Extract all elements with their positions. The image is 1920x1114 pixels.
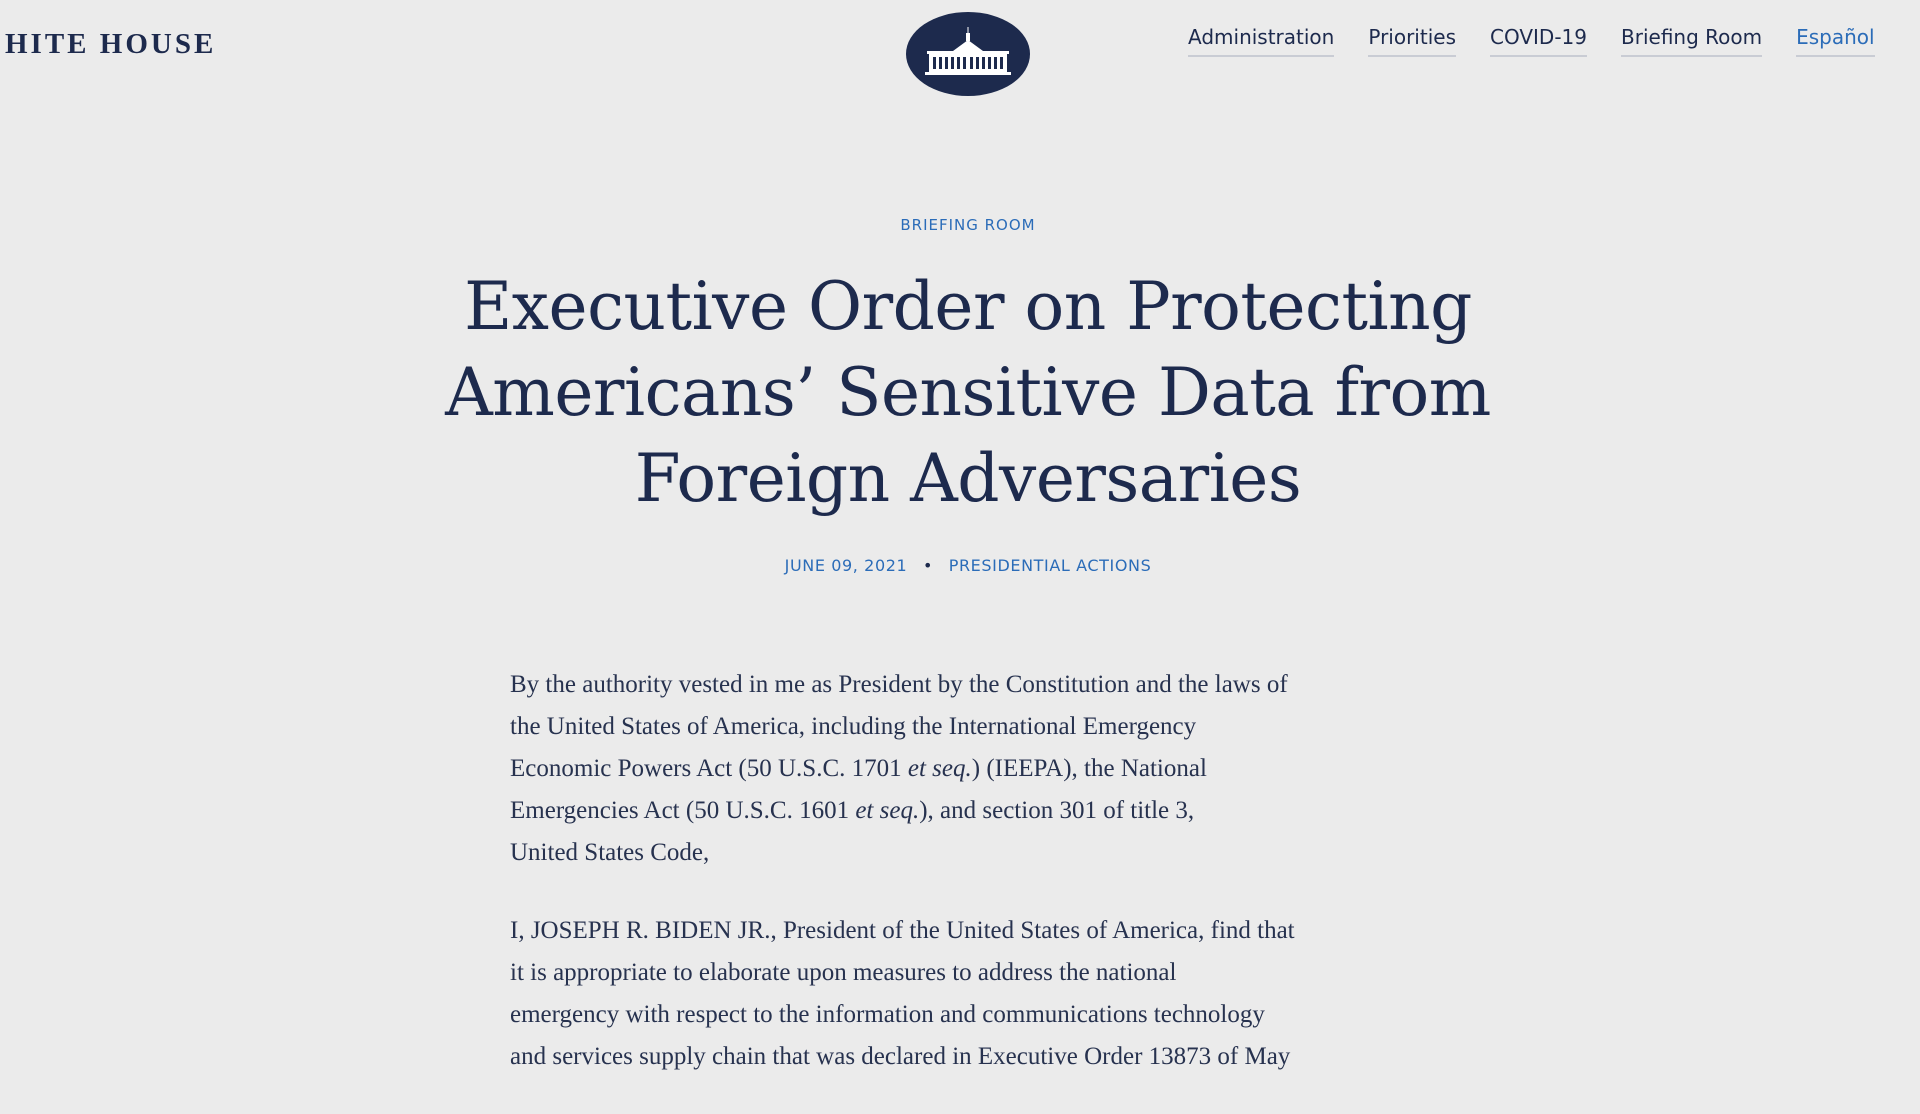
article-meta — [0, 556, 1920, 575]
paragraph-line: By the authority vested in me as President by the Constitution and the laws of — [510, 671, 1288, 698]
nav-briefing-room[interactable]: Briefing Room — [1621, 25, 1762, 57]
category-link[interactable]: PRESIDENTIAL ACTIONS — [948, 556, 1152, 575]
nav-espanol[interactable]: Español — [1796, 25, 1874, 57]
white-house-seal-icon[interactable] — [905, 11, 1031, 97]
title-line: Americans’ Sensitive Data from — [445, 354, 1491, 431]
title-line: Foreign Adversaries — [634, 440, 1302, 517]
paragraph-line: and services supply chain that was declared in Executive Order 13873 of May — [510, 1043, 1291, 1070]
nav-priorities[interactable]: Priorities — [1368, 25, 1456, 57]
article-paragraph — [510, 664, 1440, 874]
site-header — [0, 0, 1920, 120]
page-title — [440, 264, 1496, 522]
paragraph-line: it is appropriate to elaborate upon measures to address the national — [510, 959, 1177, 986]
main-nav — [1188, 25, 1875, 57]
meta-separator: • — [922, 556, 934, 575]
paragraph-line: United States Code, — [510, 839, 710, 866]
paragraph-line: Economic Powers Act (50 U.S.C. 1701 et seq.) (IEEPA), the National — [510, 755, 1207, 782]
article-paragraph — [510, 910, 1440, 1078]
section-eyebrow-link[interactable]: BRIEFING ROOM — [900, 216, 1036, 234]
paragraph-line: Emergencies Act (50 U.S.C. 1601 et seq.), and section 301 of title 3, — [510, 797, 1195, 824]
italic-citation: et seq. — [907, 755, 972, 782]
site-title[interactable]: HITE HOUSE — [5, 28, 217, 60]
paragraph-line: the United States of America, including the International Emergency — [510, 713, 1197, 740]
paragraph-line: I, JOSEPH R. BIDEN JR., President of the United States of America, find that — [510, 917, 1295, 944]
nav-administration[interactable]: Administration — [1188, 25, 1334, 57]
publish-date: JUNE 09, 2021 — [784, 556, 908, 575]
title-line: Executive Order on Protecting — [464, 268, 1472, 345]
paragraph-line: emergency with respect to the information and communications technology — [510, 1001, 1265, 1028]
italic-citation: et seq. — [855, 797, 920, 824]
article-body — [510, 664, 1440, 1114]
nav-covid-19[interactable]: COVID-19 — [1490, 25, 1587, 57]
